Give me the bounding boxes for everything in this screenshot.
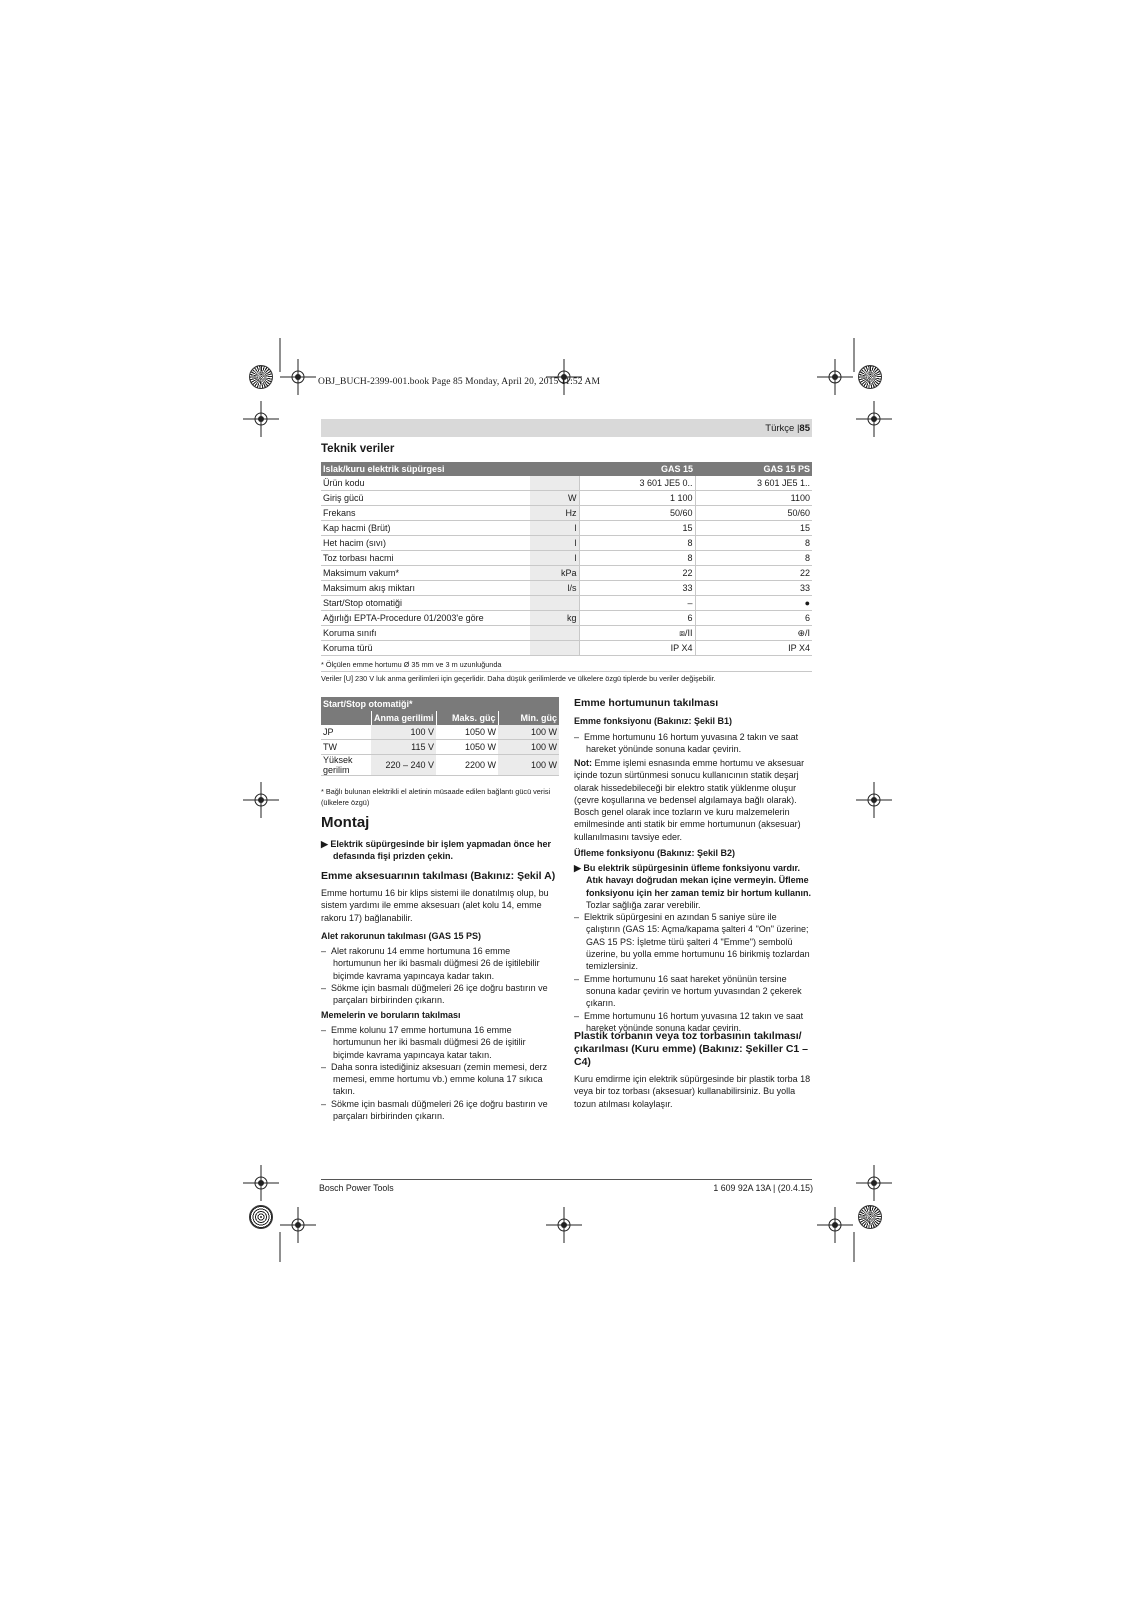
spec-table	[321, 462, 812, 656]
ss-cell: 1050 W	[436, 725, 498, 740]
spec-cell: 1 100	[579, 491, 695, 506]
not-paragraph	[574, 757, 812, 843]
start-stop-table	[321, 697, 559, 776]
spec-row	[321, 551, 812, 566]
spec-cell: W	[529, 491, 579, 506]
spec-cell: Ağırlığı EPTA-Procedure 01/2003'e göre	[321, 611, 529, 626]
spec-cell: 33	[579, 581, 695, 596]
spec-cell: IP X4	[579, 641, 695, 656]
meme-title: Memelerin ve boruların takılması	[321, 1010, 461, 1020]
spec-row	[321, 491, 812, 506]
ss-cell: 1050 W	[436, 740, 498, 755]
spec-cell: 8	[579, 536, 695, 551]
page-number: 85	[799, 423, 810, 434]
spec-cell: 1100	[695, 491, 812, 506]
ufleme-block	[574, 862, 812, 1034]
page-header	[765, 423, 810, 434]
spec-header-cell: GAS 15	[579, 462, 695, 476]
spec-cell: l	[529, 521, 579, 536]
warning-triangle-icon: ▶	[574, 863, 584, 873]
ufleme-item: – Emme hortumunu 16 hortum yuvasına 12 takın ve saat hareket yönünde sonuna kadar çevirin.	[574, 1010, 804, 1033]
hortum-title: Emme hortumunun takılması	[574, 697, 719, 709]
spec-cell: 8	[695, 551, 812, 566]
spec-header-cell	[529, 462, 579, 476]
spec-header-cell: Islak/kuru elektrik süpürgesi	[321, 462, 529, 476]
file-info-line: OBJ_BUCH-2399-001.book Page 85 Monday, April 20, 2015 11:52 AM	[318, 377, 601, 387]
header-language: Türkçe |	[765, 423, 800, 434]
start-stop-footnote: * Bağlı bulunan elektrikli el aletinin müsaade edilen bağlantı gücü verisi (ülkelere özgü)	[321, 787, 551, 807]
spec-row	[321, 521, 812, 536]
spec-cell: ⧈/II	[579, 626, 695, 641]
meme-item: – Emme kolunu 17 emme hortumuna 16 emme hortumunun her iki basmalı düğmesi 26 de işitilir biçimde kavrama yapıncaya katar takın.	[321, 1025, 526, 1060]
spec-cell: 15	[579, 521, 695, 536]
alet-item: – Alet rakorunu 14 emme hortumuna 16 emme hortumunun her iki basmalı düğmesi 26 de işitilebilir biçimde kavrama yapıncaya kadar takın.	[321, 946, 540, 981]
spec-row	[321, 626, 812, 641]
ufleme-warning-tail: Tozlar sağlığa zarar verebilir.	[586, 899, 701, 910]
ss-header-cell	[321, 711, 371, 725]
footer-rule	[321, 1179, 812, 1180]
spec-cell: l	[529, 551, 579, 566]
spec-cell: 3 601 JE5 0..	[579, 476, 695, 491]
spec-cell: Koruma sınıfı	[321, 626, 529, 641]
ss-cell: 100 W	[498, 755, 559, 776]
spec-cell: Toz torbası hacmi	[321, 551, 529, 566]
spec-cell: 22	[695, 566, 812, 581]
spec-cell: 8	[579, 551, 695, 566]
spec-cell: ⊕/I	[695, 626, 812, 641]
spec-footnote-1: * Ölçülen emme hortumu Ø 35 mm ve 3 m uzunluğunda	[321, 660, 502, 669]
spec-cell: 50/60	[579, 506, 695, 521]
spec-row	[321, 611, 812, 626]
ufleme-title: Üfleme fonksiyonu (Bakınız: Şekil B2)	[574, 848, 736, 858]
spec-footnote-2: Veriler [U] 230 V luk anma gerilimleri için geçerlidir. Daha düşük gerilimlerde ve ülkelere özgü tiplerde bu veriler değişebilir.	[321, 674, 716, 683]
spec-cell: 6	[579, 611, 695, 626]
montaj-warning	[321, 838, 559, 863]
spec-cell: Ürün kodu	[321, 476, 529, 491]
spec-row	[321, 536, 812, 551]
spec-footnote-divider	[321, 671, 812, 672]
ss-cell: Yüksek gerilim	[321, 755, 371, 776]
spec-cell: l/s	[529, 581, 579, 596]
spec-cell: Koruma türü	[321, 641, 529, 656]
plastik-text: Kuru emdirme için elektrik süpürgesinde bir plastik torba 18 veya bir toz torbası (aksesuar) kullanabilirsiniz. Bu yolla tozun atılması kolaylaşır.	[574, 1074, 811, 1109]
not-label: Not:	[574, 758, 592, 768]
ss-cell: TW	[321, 740, 371, 755]
spec-cell: Giriş gücü	[321, 491, 529, 506]
emme-fonk-item: – Emme hortumunu 16 hortum yuvasına 2 takın ve saat hareket yönünde sonuna kadar çevirin.	[574, 732, 799, 755]
spec-cell	[529, 626, 579, 641]
emme-fonk-title: Emme fonksiyonu (Bakınız: Şekil B1)	[574, 716, 733, 726]
spec-cell	[529, 476, 579, 491]
spec-row	[321, 566, 812, 581]
spec-header-cell: GAS 15 PS	[695, 462, 812, 476]
spec-cell: –	[579, 596, 695, 611]
emme-fonk-list	[574, 731, 812, 756]
ss-cell: 100 W	[498, 725, 559, 740]
ss-row	[321, 725, 559, 740]
spec-row	[321, 476, 812, 491]
montaj-warning-text: Elektrik süpürgesinde bir işlem yapmadan önce her defasında fişi prizden çekin.	[330, 839, 551, 862]
ufleme-item: – Elektrik süpürgesini en azından 5 saniye süre ile çalıştırın (GAS 15: Açma/kapama şalteri 4 "On" üzerine; GAS 15 PS: İşletme türü şalteri 4 "Emme") sembolü üzerine, bu yolla emme hortumunu 16 birikmiş tozlardan temizlersiniz.	[574, 912, 810, 972]
alet-title: Alet rakorunun takılması (GAS 15 PS)	[321, 931, 482, 941]
spec-cell: Maksimum vakum*	[321, 566, 529, 581]
spec-cell: kg	[529, 611, 579, 626]
spec-cell: 50/60	[695, 506, 812, 521]
spec-row	[321, 506, 812, 521]
montaj-title: Montaj	[321, 814, 370, 831]
alet-list	[321, 945, 559, 1006]
spec-cell: 22	[579, 566, 695, 581]
ufleme-warning: Bu elektrik süpürgesinin üfleme fonksiyonu vardır. Atık havayı doğrudan mekan içine vermeyin. Üfleme fonksiyonu için her zaman temiz bir hortum kullanın.	[583, 863, 812, 898]
bosch-text: Bosch genel olarak ince tozların ve kuru malzemelerin emilmesinde anti statik bir emme hortumunun (aksesuar) kullanılmasını tavsiye eder.	[574, 807, 801, 842]
ss-cell: 100 W	[498, 740, 559, 755]
footer-docnum: 1 609 92A 13A | (20.4.15)	[713, 1183, 813, 1193]
ss-header-cell: Min. güç	[498, 711, 559, 725]
aksesuar-title: Emme aksesuarının takılması (Bakınız: Şekil A)	[321, 870, 556, 882]
ss-row	[321, 755, 559, 776]
not-text: Emme işlemi esnasında emme hortumu ve aksesuar içinde tozun sürtünmesi sonucu kullanıcının statik deşarj olarak hissedebileceği bir elektro statik yüklenme oluşur (çevre koşullarına ve bedensel algılamaya bağlı olarak).	[574, 758, 805, 805]
spec-cell: l	[529, 536, 579, 551]
start-stop-title-row	[321, 697, 559, 711]
spec-cell: Het hacim (sıvı)	[321, 536, 529, 551]
ss-cell: 2200 W	[436, 755, 498, 776]
aksesuar-text: Emme hortumu 16 bir klips sistemi ile donatılmış olup, bu sistem yardımı ile emme aksesuarı (alet kolu 14, emme rakoru 17) bağlanabilir.	[321, 888, 549, 923]
spec-cell: ●	[695, 596, 812, 611]
spec-cell	[529, 641, 579, 656]
start-stop-header-row	[321, 711, 559, 725]
ss-cell: 115 V	[371, 740, 436, 755]
spec-cell: Frekans	[321, 506, 529, 521]
spec-cell: kPa	[529, 566, 579, 581]
footer-brand: Bosch Power Tools	[319, 1183, 394, 1193]
meme-item: – Daha sonra istediğiniz aksesuarı (zemin memesi, derz memesi, emme hortumu vb.) emme koluna 17 sıkıca takın.	[321, 1061, 548, 1097]
page-header-bar	[321, 419, 812, 437]
spec-cell: 33	[695, 581, 812, 596]
spec-cell: Maksimum akış miktarı	[321, 581, 529, 596]
start-stop-title: Start/Stop otomatiği*	[321, 697, 559, 711]
spec-row	[321, 596, 812, 611]
ss-cell: 100 V	[371, 725, 436, 740]
plastik-title: Plastik torbanın veya toz torbasının takılması/çıkarılması (Kuru emme) (Bakınız: Şekiller C1 – C4)	[574, 1030, 809, 1068]
spec-row	[321, 581, 812, 596]
spec-table-header	[321, 462, 812, 476]
spec-cell: Kap hacmi (Brüt)	[321, 521, 529, 536]
spec-cell: 15	[695, 521, 812, 536]
spec-cell: 6	[695, 611, 812, 626]
ss-cell: 220 – 240 V	[371, 755, 436, 776]
ss-header-cell: Maks. güç	[436, 711, 498, 725]
meme-list	[321, 1024, 559, 1122]
spec-cell: Start/Stop otomatiği	[321, 596, 529, 611]
ss-row	[321, 740, 559, 755]
spec-cell: 8	[695, 536, 812, 551]
teknik-veriler-title: Teknik veriler	[321, 443, 395, 455]
meme-item: – Sökme için basmalı düğmeleri 26 içe doğru bastırın ve parçaları birbirinden çıkarın.	[321, 1098, 548, 1122]
spec-row	[321, 641, 812, 656]
spec-cell: Hz	[529, 506, 579, 521]
spec-cell	[529, 596, 579, 611]
spec-cell: IP X4	[695, 641, 812, 656]
spec-cell: 3 601 JE5 1..	[695, 476, 812, 491]
warning-triangle-icon: ▶	[321, 839, 331, 849]
ss-header-cell: Anma gerilimi	[371, 711, 436, 725]
ufleme-item: – Emme hortumunu 16 saat hareket yönünün tersine sonuna kadar çevirin ve hortum yuvasından 2 çekerek çıkarın.	[574, 973, 802, 1009]
ss-cell: JP	[321, 725, 371, 740]
alet-item: – Sökme için basmalı düğmeleri 26 içe doğru bastırın ve parçaları birbirinden çıkarın.	[321, 982, 548, 1006]
